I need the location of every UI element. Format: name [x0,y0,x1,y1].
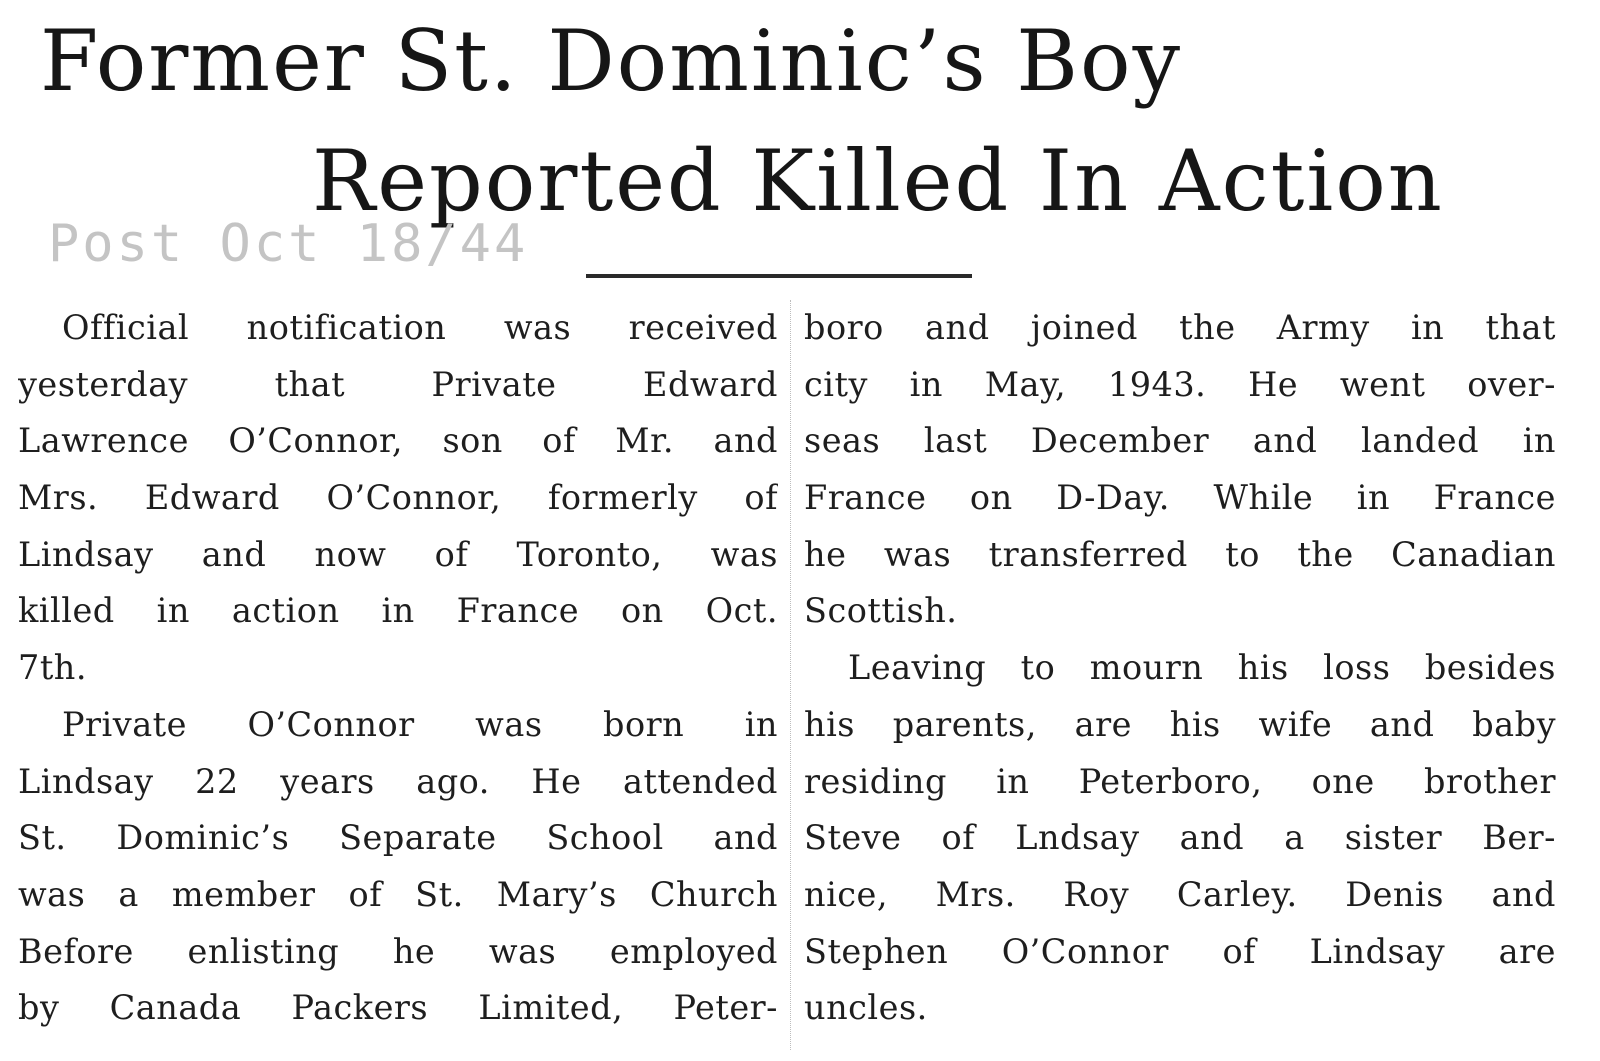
text-line: Private O’Connor was born in [62,704,778,744]
text-line: boro and joined the Army in that [804,308,1556,347]
text-line: Leaving to mourn his loss besides [848,648,1556,688]
headline-line-1: Former St. Dominic’s Boy [40,12,1183,110]
text-line: residing in Peterboro, one brother [804,761,1556,801]
text-line: seas last December and landed in [804,421,1556,461]
text-line: Lawrence O’Connor, son of Mr. and [18,421,778,461]
text-line: his parents, are his wife and baby [804,704,1556,744]
text-line: Stephen O’Connor of Lindsay are [804,931,1556,971]
date-stamp: Post Oct 18/44 [48,214,529,274]
text-line: Scottish. [804,591,958,631]
headline-line-2: Reported Killed In Action [312,132,1444,230]
column-divider [790,300,791,1050]
text-line: he was transferred to the Canadian [804,534,1556,574]
text-line: Steve of Lndsay and a sister Ber- [804,818,1556,858]
text-line: city in May, 1943. He went over- [804,364,1556,404]
text-line: killed in action in France on Oct. [18,591,778,631]
text-line: France on D-Day. While in France [804,478,1556,518]
article-column-right [804,300,1556,1037]
headline-rule [586,274,972,278]
text-line: nice, Mrs. Roy Carley. Denis and [804,874,1556,914]
text-line: by Canada Packers Limited, Peter- [18,988,778,1028]
text-line: 7th. [18,648,87,688]
text-line: Lindsay and now of Toronto, was [18,534,778,574]
text-line: Lindsay 22 years ago. He attended [18,761,778,801]
text-line: yesterday that Private Edward [18,364,778,404]
text-line: uncles. [804,988,928,1028]
article-column-left [18,300,778,1037]
text-line: Before enlisting he was employed [18,931,778,971]
text-line: was a member of St. Mary’s Church [18,874,778,914]
text-line: Official notification was received [62,308,778,347]
text-line: St. Dominic’s Separate School and [18,818,778,858]
text-line: Mrs. Edward O’Connor, formerly of [18,478,778,518]
